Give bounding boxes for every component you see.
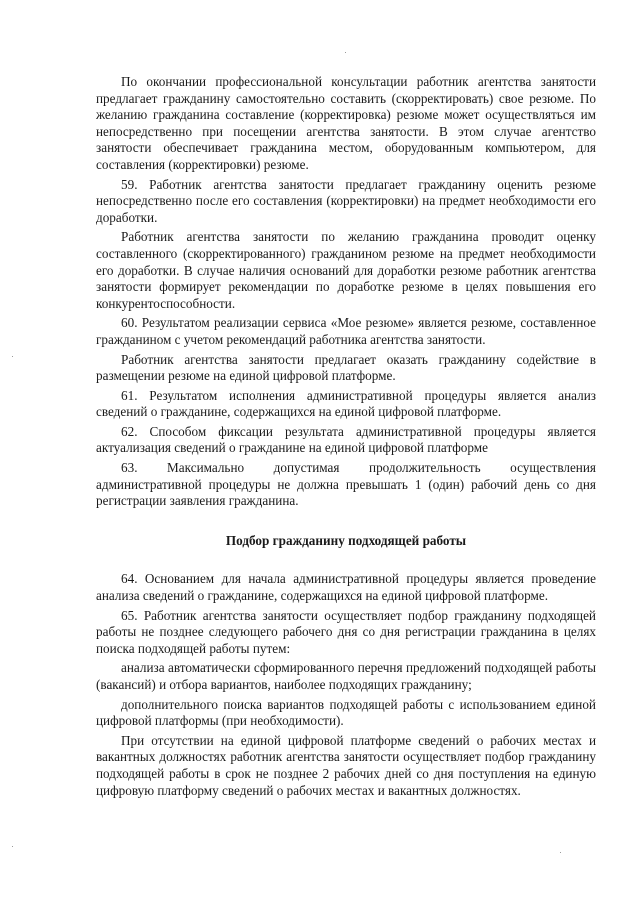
paragraph-65-search: дополнительного поиска вариантов подходящей работы с использованием единой цифровой платформы (при необходимости). <box>96 696 596 729</box>
paragraph-59: 59. Работник агентства занятости предлагает гражданину оценить резюме непосредственно после его составления (корректировки) на предмет необходимости его доработки. <box>96 176 596 225</box>
scan-speck <box>12 356 13 357</box>
paragraph-no-vacancies: При отсутствии на единой цифровой платформе сведений о рабочих местах и вакантных должностях работник агентства занятости осуществляет подбор гражданину подходящей работы в срок не позднее 2 рабочих дней со дня поступления на единую цифровую платформу сведений о рабочих местах и вакантных должностях. <box>96 732 596 798</box>
scan-speck <box>345 52 346 53</box>
scan-speck <box>12 846 13 847</box>
document-page <box>96 74 596 802</box>
paragraph-61: 61. Результатом исполнения административной процедуры является анализ сведений о гражданине, содержащихся на единой цифровой платформе. <box>96 387 596 420</box>
paragraph-65: 65. Работник агентства занятости осуществляет подбор гражданину подходящей работы не позднее следующего рабочего дня со дня регистрации гражданина в целях поиска подходящей работы путем: <box>96 607 596 656</box>
paragraph-64: 64. Основанием для начала административной процедуры является проведение анализа сведений о гражданине, содержащихся на единой цифровой платформе. <box>96 571 596 604</box>
paragraph-resume-placement: Работник агентства занятости предлагает оказать гражданину содействие в размещении резюме на единой цифровой платформе. <box>96 351 596 384</box>
paragraph-63: 63. Максимально допустимая продолжительность осуществления административной процедуры не должна превышать 1 (один) рабочий день со дня регистрации заявления гражданина. <box>96 460 596 509</box>
paragraph-60: 60. Результатом реализации сервиса «Мое резюме» является резюме, составленное гражданином с учетом рекомендаций работника агентства занятости. <box>96 315 596 347</box>
section-heading: Подбор гражданину подходящей работы <box>225 532 467 548</box>
paragraph-resume-evaluation: Работник агентства занятости по желанию гражданина проводит оценку составленного (скорректированного) гражданином резюме на предмет необходимости его доработки. В случае наличия оснований для доработки резюме работник агентства занятости формирует рекомендации по доработке резюме в целях повышения его конкурентоспособности. <box>96 229 596 311</box>
paragraph-65-analysis: анализа автоматически сформированного перечня предложений подходящей работы (вакансий) и отбора вариантов, наиболее подходящих гражданину; <box>96 660 596 692</box>
scan-speck <box>560 852 561 853</box>
paragraph-62: 62. Способом фиксации результата административной процедуры является актуализация сведений о гражданине на единой цифровой платформе <box>96 423 596 456</box>
paragraph-consultation-resume: По окончании профессиональной консультации работник агентства занятости предлагает гражданину самостоятельно составить (скорректировать) свое резюме. По желанию гражданина составление (корректировка) резюме может осуществляться им непосредственно при посещении агентства занятости. В этом случае агентство занятости обеспечивает гражданина местом, оборудованным компьютером, для составления (корректировки) резюме. <box>96 74 596 172</box>
